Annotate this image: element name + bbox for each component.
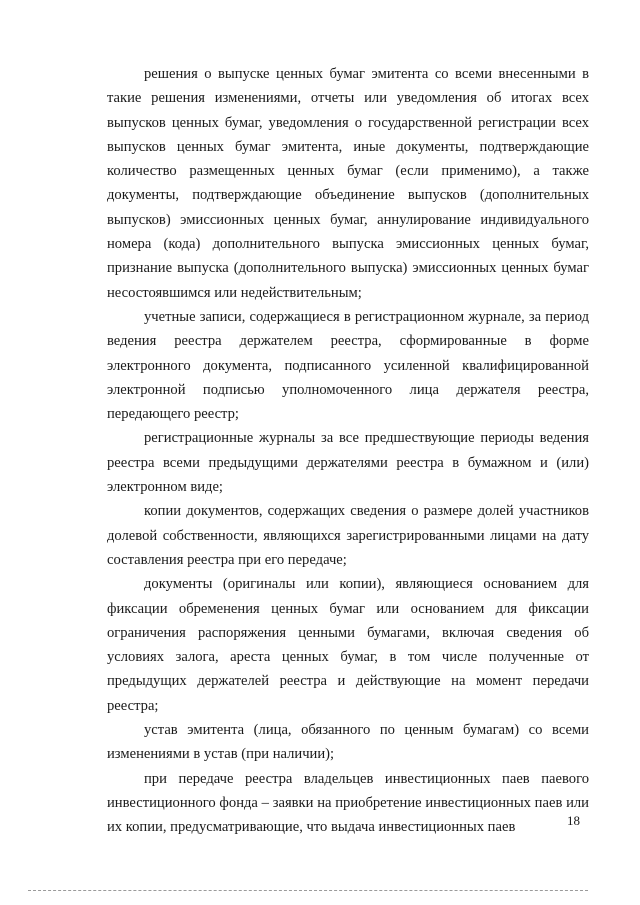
document-body xyxy=(107,62,589,840)
paragraph-registration-journal-records: учетные записи, содержащиеся в регистрационном журнале, за период ведения реестра держателем реестра, сформированные в форме электронного документа, подписанного усиленной квалифицированной электронной подписью уполномоченного лица держателя реестра, передающего реестр; xyxy=(107,308,589,423)
paragraph-previous-registration-journals: регистрационные журналы за все предшествующие периоды ведения реестра всеми предыдущими держателями реестра в бумажном и (или) электронном виде; xyxy=(107,430,589,496)
scan-edge-divider xyxy=(28,890,588,891)
paragraph-investment-fund-applications: при передаче реестра владельцев инвестиционных паев паевого инвестиционного фонда – заявки на приобретение инвестиционных паев или их копии, предусматривающие, что выдача инвестиционных паев xyxy=(107,770,589,836)
paragraph-issue-decisions: решения о выпуске ценных бумаг эмитента со всеми внесенными в такие решения изменениями, отчеты или уведомления об итогах всех выпусков ценных бумаг, уведомления о государственной регистрации всех выпусков ценных бумаг эмитента, иные документы, подтверждающие количество размещенных ценных бумаг (если применимо), а также документы, подтверждающие объединение выпусков (дополнительных выпусков) эмиссионных ценных бумаг, аннулирование индивидуального номера (кода) дополнительного выпуска эмиссионных ценных бумаг, признание выпуска (дополнительного выпуска) эмиссионных ценных бумаг несостоявшимся или недействительным; xyxy=(107,66,589,301)
paragraph-encumbrance-documents: документы (оригиналы или копии), являющиеся основанием для фиксации обременения ценных бумаг или основанием для фиксации ограничения распоряжения ценными бумагами, включая сведения об условиях залога, ареста ценных бумаг, в том числе полученные от предыдущих держателей реестра и действующие на момент передачи реестра; xyxy=(107,576,589,714)
page-number: 18 xyxy=(567,813,580,828)
paragraph-shared-ownership-documents: копии документов, содержащих сведения о размере долей участников долевой собственности, являющихся зарегистрированными лицами на дату составления реестра при его передаче; xyxy=(107,503,589,568)
paragraph-issuer-charter: устав эмитента (лица, обязанного по ценным бумагам) со всеми изменениями в устав (при наличии); xyxy=(107,722,589,763)
